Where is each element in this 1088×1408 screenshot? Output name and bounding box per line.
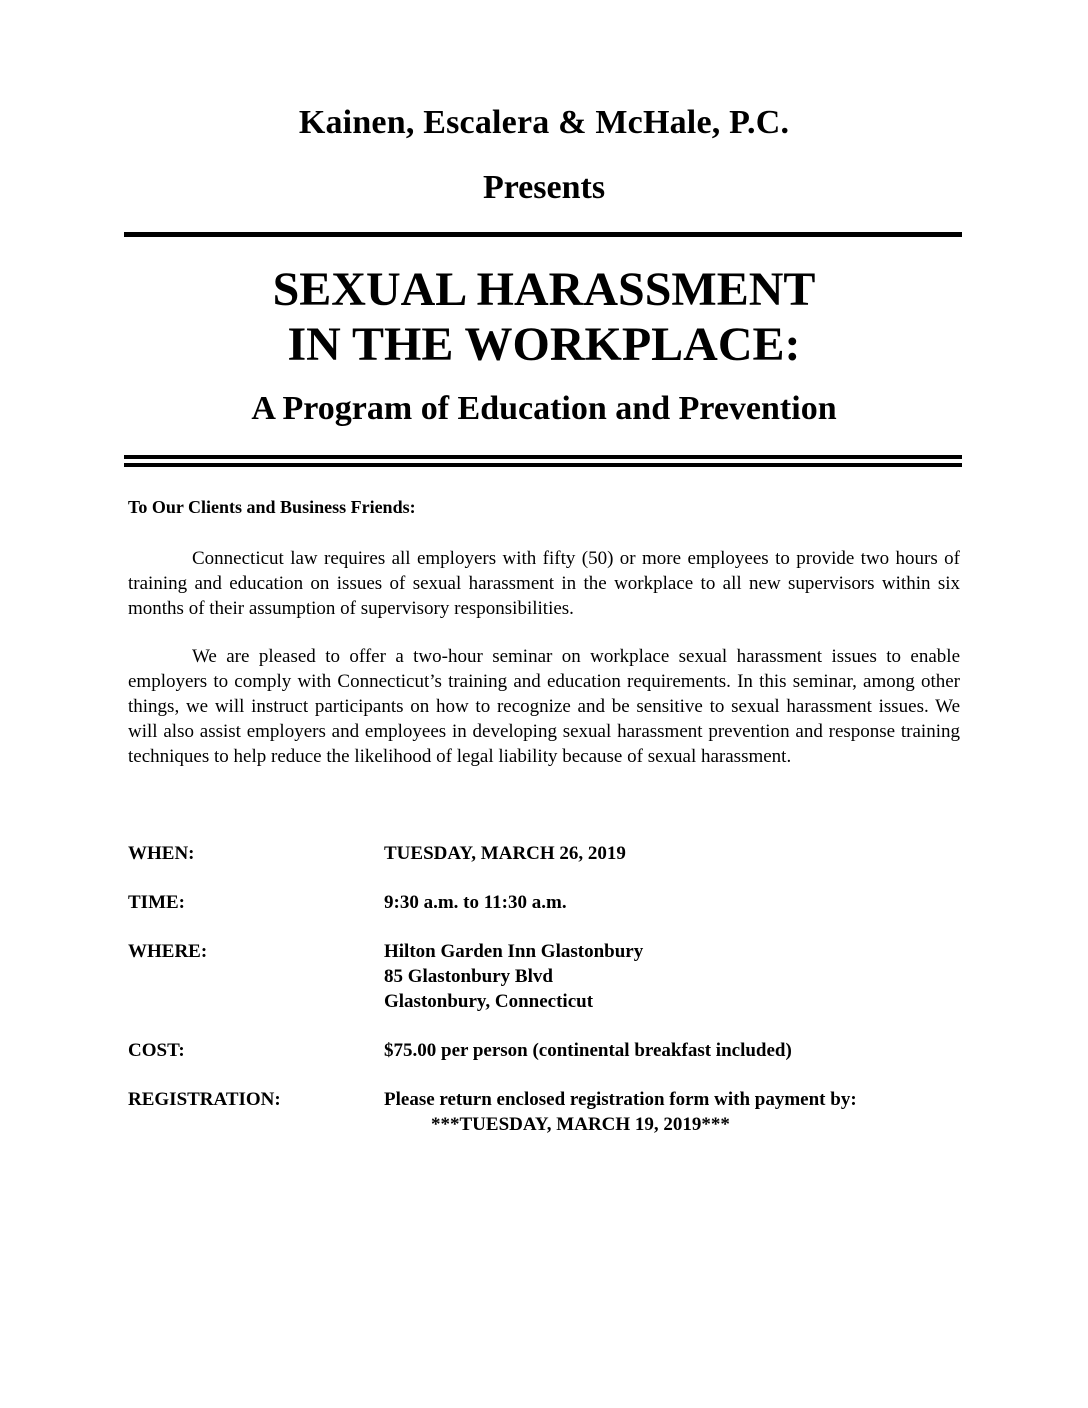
when-value <box>384 841 960 866</box>
detail-row-when <box>128 841 960 866</box>
firm-name: Kainen, Escalera & McHale, P.C. <box>298 104 790 141</box>
time-label: TIME: <box>128 892 185 913</box>
where-label: WHERE: <box>128 941 208 962</box>
salutation: To Our Clients and Business Friends: <box>128 497 416 517</box>
double-divider-upper <box>124 455 962 459</box>
where-value <box>384 939 960 1014</box>
time-range: 9:30 a.m. to 11:30 a.m. <box>384 892 567 913</box>
registration-label: REGISTRATION: <box>128 1089 281 1110</box>
seminar-subtitle: A Program of Education and Prevention <box>251 390 837 427</box>
cost-value <box>384 1038 960 1063</box>
cost-label: COST: <box>128 1040 185 1061</box>
paragraph-seminar-offer: We are pleased to offer a two-hour seminar on workplace sexual harassment issues to enable employers to comply with Connecticut’s training and education requirements. In this seminar, among other things, we will instruct participants on how to recognize and be sensitive to sexual harassment issues. We will also assist employers and employees in developing sexual harassment prevention and response training techniques to help reduce the likelihood of legal liability because of sexual harassment. <box>128 646 960 767</box>
presents-heading: Presents <box>482 169 606 206</box>
time-value <box>384 890 960 915</box>
double-divider-lower <box>124 463 962 467</box>
detail-row-registration <box>128 1087 960 1137</box>
when-date: TUESDAY, MARCH 26, 2019 <box>384 843 626 864</box>
seminar-title <box>0 262 1088 372</box>
detail-row-cost <box>128 1038 960 1063</box>
registration-value <box>384 1087 960 1137</box>
detail-row-time <box>128 890 960 915</box>
cost-amount: $75.00 per person (continental breakfast included) <box>384 1040 792 1061</box>
venue-name: Hilton Garden Inn Glastonbury <box>384 941 644 962</box>
event-details <box>128 841 960 1161</box>
paragraph-requirement: Connecticut law requires all employers with fifty (50) or more employees to provide two hours of training and education on issues of sexual harassment in the workplace to all new supervisors within six months of their assumption of supervisory responsibilities. <box>128 548 960 619</box>
venue-city: Glastonbury, Connecticut <box>384 991 594 1012</box>
registration-instruction: Please return enclosed registration form with payment by: <box>384 1089 857 1110</box>
title-line-2: IN THE WORKPLACE: <box>287 318 801 371</box>
title-line-1: SEXUAL HARASSMENT <box>272 263 816 316</box>
top-divider <box>124 232 962 237</box>
registration-deadline: ***TUESDAY, MARCH 19, 2019*** <box>431 1114 730 1135</box>
when-label: WHEN: <box>128 843 195 864</box>
detail-row-where <box>128 939 960 1014</box>
venue-street: 85 Glastonbury Blvd <box>384 966 553 987</box>
